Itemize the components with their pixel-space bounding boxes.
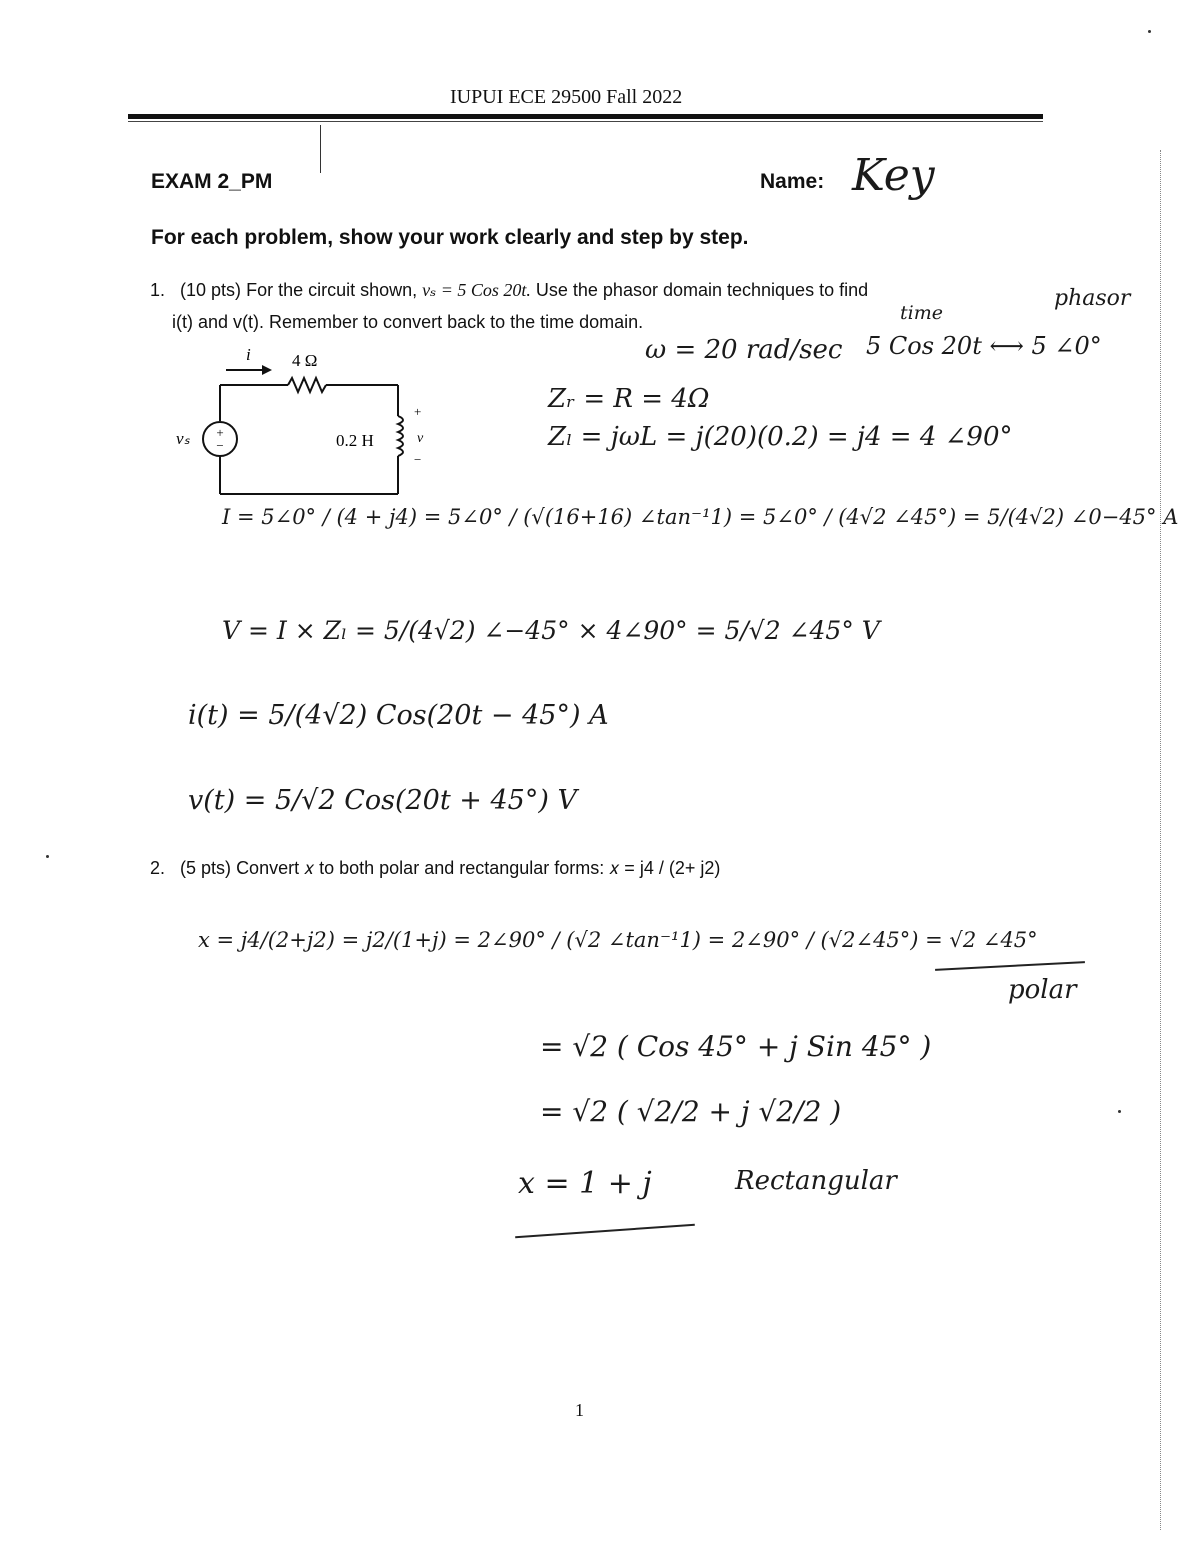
problem2-line: [150, 858, 720, 879]
problem1-line1: [150, 280, 868, 301]
zr-eq: Zᵣ = R = 4Ω: [548, 384, 710, 414]
header-rule-thin: [128, 121, 1043, 122]
instructions: For each problem, show your work clearly and step by step.: [151, 226, 749, 249]
scan-edge: [1160, 150, 1161, 1530]
source-label: vₛ: [176, 429, 190, 448]
polar-underline: [935, 961, 1085, 971]
zl-eq: Zₗ = jωL = j(20)(0.2) = j4 = 4 ∠90°: [548, 422, 1013, 452]
source-plus: +: [216, 425, 224, 440]
problem2-pts: (5 pts): [180, 858, 232, 878]
voltage-phasor-eq: V = I × Zₗ = 5/(4√2) ∠−45° × 4∠90° = 5/√2 ∠45° V: [222, 616, 880, 645]
resistor-label: 4 Ω: [292, 351, 318, 370]
problem1-vs-def: vₛ = 5 Cos 20t.: [422, 280, 531, 300]
header-rule: [128, 114, 1043, 119]
problem2-polar-eq: x = j4/(2+j2) = j2/(1+j) = 2∠90° / (√2 ∠tan⁻¹1) = 2∠90° / (√2∠45°) = √2 ∠45°: [198, 928, 1038, 952]
scan-mark: [320, 125, 321, 173]
current-phasor-eq: I = 5∠0° / (4 + j4) = 5∠0° / (√(16+16) ∠tan⁻¹1) = 5∠0° / (4√2 ∠45°) = 5/(4√2) ∠0−45° A: [222, 505, 1179, 529]
scan-speck: [1148, 30, 1151, 33]
problem1-pts: (10 pts): [180, 280, 242, 300]
omega-eq: ω = 20 rad/sec: [645, 335, 843, 365]
inductor-minus: −: [414, 452, 422, 467]
conversion-eq: 5 Cos 20t ⟷ 5 ∠0°: [866, 332, 1102, 360]
problem2-rect-eq: x = 1 + j: [518, 1166, 652, 1201]
course-header: IUPUI ECE 29500 Fall 2022: [450, 86, 683, 108]
page-number: 1: [575, 1400, 584, 1420]
current-arrow: [262, 365, 272, 375]
source-minus: −: [216, 438, 224, 453]
rect-underline: [515, 1224, 695, 1239]
circuit-diagram: [160, 338, 440, 503]
problem2-expand-eq: = √2 ( √2/2 + j √2/2 ): [540, 1095, 842, 1128]
inductor-plus: +: [414, 404, 422, 419]
polar-label: polar: [1008, 975, 1077, 1005]
name-value: Key: [852, 150, 935, 201]
problem2-number: 2.: [150, 858, 166, 878]
current-label: i: [246, 345, 251, 364]
voltage-time-eq: v(t) = 5/√2 Cos(20t + 45°) V: [188, 785, 577, 816]
current-time-eq: i(t) = 5/(4√2) Cos(20t − 45°) A: [188, 700, 609, 731]
exam-title: EXAM 2_PM: [151, 170, 273, 193]
problem1-text-b: Use the phasor domain techniques to find: [535, 280, 869, 300]
scan-speck: [1118, 1110, 1121, 1113]
name-label: Name:: [760, 170, 825, 193]
problem1-line2: i(t) and v(t). Remember to convert back to the time domain.: [172, 312, 644, 332]
problem1-number: 1.: [150, 280, 166, 300]
inductor-label: 0.2 H: [336, 431, 374, 450]
problem2-trig-eq: = √2 ( Cos 45° + j Sin 45° ): [540, 1030, 932, 1063]
inductor-v-label: v: [417, 431, 424, 446]
scan-speck: [46, 855, 49, 858]
time-label: time: [900, 302, 943, 324]
rectangular-label: Rectangular: [735, 1166, 897, 1196]
problem1-text-a: For the circuit shown,: [246, 280, 418, 300]
phasor-label: phasor: [1054, 286, 1131, 311]
problem2-text: Convert 𝑥 to both polar and rectangular forms: 𝑥 = j4 / (2+ j2): [236, 858, 721, 878]
